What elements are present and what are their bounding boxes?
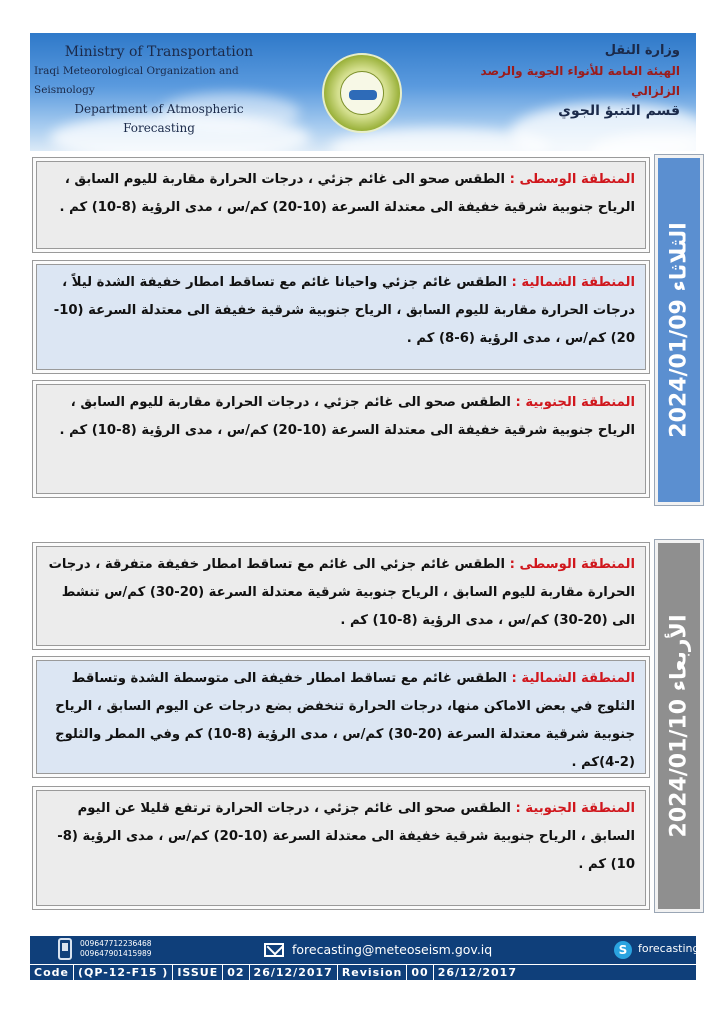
forecast-text: الطقس غائم جزئي واحيانا غائم مع تساقط امطار خفيفة الشدة ليلاً ، درجات الحرارة مقاربة لليوم السابق ، الرياح جنوبية شرقية خفيفة الى معتدلة السرعة (10-20) كم/س ، مدى الرؤية (6-8) كم . xyxy=(53,275,635,346)
forecast-box-day2-central xyxy=(32,542,650,650)
region-label: المنطقة الوسطى : xyxy=(509,172,635,187)
date-bar-day1 xyxy=(655,155,703,505)
forecast-box-day1-north xyxy=(32,260,650,374)
region-label: المنطقة الشمالية : xyxy=(511,275,635,290)
phone-number: 009647712236468 xyxy=(80,939,152,948)
date-label-day2: الأربعاء 2024/01/10 xyxy=(666,614,692,838)
ministry-name-en: Ministry of Transportation xyxy=(64,44,254,60)
header-banner xyxy=(30,33,696,151)
region-label: المنطقة الوسطى : xyxy=(509,557,635,572)
phone-numbers xyxy=(80,939,152,959)
header-arabic-title xyxy=(460,41,680,121)
date-label-day1: الثلاثاء 2024/01/09 xyxy=(666,222,692,438)
footer-document-code-bar xyxy=(30,964,696,980)
issue-date: 26/12/2017 xyxy=(250,965,338,980)
forecast-text: الطقس غائم مع تساقط امطار خفيفة الى متوسطة الشدة وتساقط الثلوج في بعض الاماكن منها، درجات الحرارة تنخفض بضع درجات عن اليوم السابق ، الرياح جنوبية شرقية معتدلة السرعة (20-30) كم/س ، مدى الرؤية (8-10) كم وفي المطر والثلوج (2-4)كم . xyxy=(55,671,635,770)
organization-name-en: Iraqi Meteorological Organization and Seismology xyxy=(34,65,239,96)
issue-label: ISSUE xyxy=(173,965,223,980)
date-bar-day2 xyxy=(655,540,703,912)
header-english-title xyxy=(34,43,274,138)
phone-number: 009647901415989 xyxy=(80,949,152,958)
forecast-text: الطقس صحو الى غائم جزئي ، درجات الحرارة مقاربة لليوم السابق ، الرياح جنوبية شرقية خفيفة الى معتدلة السرعة (10-20) كم/س ، مدى الرؤية (8-10) كم . xyxy=(59,172,635,215)
email-address[interactable]: forecasting@meteoseism.gov.iq xyxy=(292,942,493,957)
region-label: المنطقة الشمالية : xyxy=(511,671,635,686)
issue-value: 02 xyxy=(223,965,249,980)
phone-icon xyxy=(58,938,72,960)
department-name-en: Department of Atmospheric Forecasting xyxy=(74,102,244,135)
footer-contact-bar xyxy=(30,936,700,964)
forecast-box-day2-north xyxy=(32,656,650,778)
revision-date: 26/12/2017 xyxy=(437,966,517,979)
revision-label: Revision xyxy=(338,965,408,980)
forecast-box-day2-south xyxy=(32,786,650,910)
code-label: Code xyxy=(30,965,74,980)
organization-name-ar: الهيئة العامة للأنواء الجوية والرصد الزلزالي xyxy=(480,64,680,98)
logo-center xyxy=(340,71,384,115)
ministry-name-ar: وزارة النقل xyxy=(604,43,680,58)
region-label: المنطقة الجنوبية : xyxy=(515,395,635,410)
forecast-box-day1-south xyxy=(32,380,650,498)
skype-handle: forecasting xyxy=(638,942,700,955)
forecast-text: الطقس صحو الى غائم جزئي ، درجات الحرارة ترتفع قليلا عن اليوم السابق ، الرياح جنوبية شرقية خفيفة الى معتدلة السرعة (10-20) كم/س ، مدى الرؤية (8-10) كم . xyxy=(57,801,635,872)
forecast-text: الطقس صحو الى غائم جزئي ، درجات الحرارة مقاربة لليوم السابق ، الرياح جنوبية شرقية خفيفة الى معتدلة السرعة (10-20) كم/س ، مدى الرؤية (8-10) كم . xyxy=(59,395,635,438)
forecast-text: الطقس غائم جزئي الى غائم مع تساقط امطار خفيفة متفرقة ، درجات الحرارة مقاربة لليوم السابق ، الرياح جنوبية شرقية معتدلة السرعة (20-30) كم/س تنشط الى (20-30) كم/س ، مدى الرؤية (8-10) كم . xyxy=(48,557,635,628)
forecast-box-day1-central xyxy=(32,157,650,253)
mail-icon xyxy=(264,943,284,957)
skype-icon: S xyxy=(614,941,632,959)
region-label: المنطقة الجنوبية : xyxy=(515,801,635,816)
department-name-ar: قسم التنبؤ الجوي xyxy=(558,103,680,119)
organization-logo-icon xyxy=(322,53,402,133)
revision-value: 00 xyxy=(407,965,433,980)
code-value: (QP-12-F15 ) xyxy=(74,965,173,980)
